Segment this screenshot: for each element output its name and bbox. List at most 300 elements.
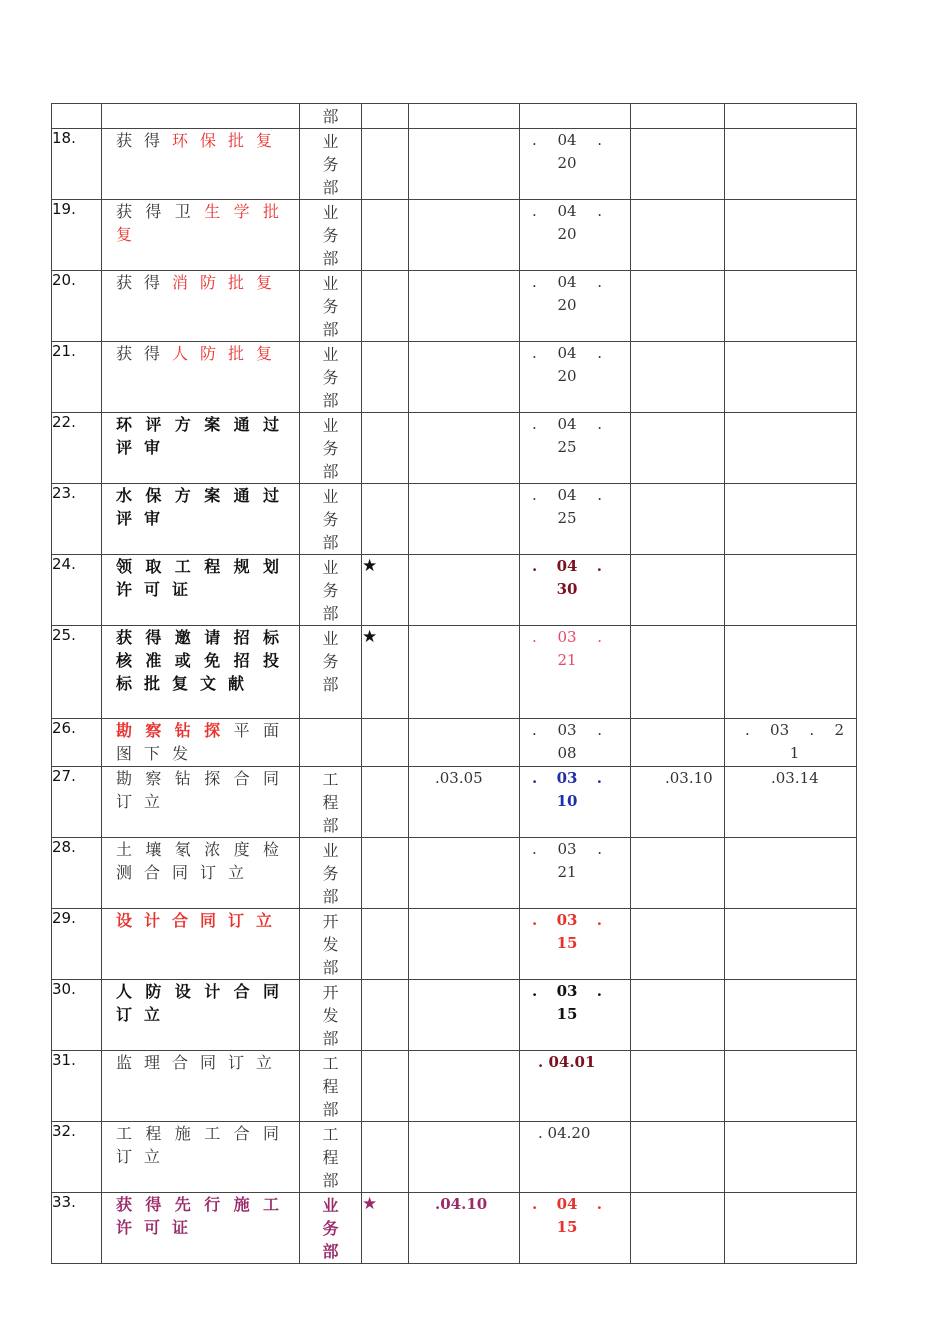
cell-num — [52, 342, 102, 413]
table-row — [52, 838, 857, 909]
cell-col6 — [631, 909, 725, 980]
task-segment: 土壤氡浓度检测合同订立 — [116, 840, 291, 882]
cell-num — [52, 909, 102, 980]
cell-num — [52, 271, 102, 342]
cell-task — [102, 484, 300, 555]
cell-col6 — [631, 767, 725, 838]
task-segment: 水保方案通过评审 — [116, 486, 291, 528]
cell-dept — [300, 909, 362, 980]
dept-text: 部 — [322, 107, 339, 126]
table-row — [52, 1051, 857, 1122]
target-date-line1 — [532, 980, 602, 1003]
cell-col7 — [725, 909, 857, 980]
cell-date — [520, 719, 631, 767]
table-row — [52, 1122, 857, 1193]
date-part: . — [596, 557, 602, 575]
cell-star — [362, 626, 409, 719]
row-number: 29. — [52, 909, 76, 927]
cell-col7 — [725, 484, 857, 555]
cell-dept — [300, 1193, 362, 1264]
date-part: . — [597, 486, 602, 504]
cell-start — [409, 838, 520, 909]
cell-date — [520, 1193, 631, 1264]
task-text — [102, 719, 299, 765]
cell-star — [362, 909, 409, 980]
table-row-continuation — [52, 104, 857, 129]
cell-star — [362, 129, 409, 200]
target-date-line2: 15 — [556, 1005, 578, 1023]
date-part: . — [596, 982, 602, 1000]
cell-task — [102, 909, 300, 980]
cell-start — [409, 1051, 520, 1122]
table-row — [52, 719, 857, 767]
cell-date — [520, 1122, 631, 1193]
date-part: . — [745, 721, 750, 739]
row-number: 23. — [52, 484, 76, 502]
target-date — [520, 271, 630, 317]
target-date — [520, 767, 630, 813]
cell-num — [52, 626, 102, 719]
date-part: 2 — [834, 721, 844, 739]
cell-col7 — [725, 719, 857, 767]
cell-task — [102, 555, 300, 626]
dept-text: 开发部 — [322, 983, 339, 1048]
date-part: 04 — [556, 557, 578, 575]
cell-star — [362, 342, 409, 413]
cell-dept — [300, 104, 362, 129]
dept-text: 工程部 — [322, 770, 339, 835]
table-row — [52, 555, 857, 626]
cell-task — [102, 129, 300, 200]
cell-star — [362, 1193, 409, 1264]
cell-star — [362, 555, 409, 626]
task-text — [102, 767, 299, 813]
target-date: . 04.20 — [538, 1124, 591, 1142]
cell-task — [102, 767, 300, 838]
dept-text: 业务部 — [322, 558, 339, 623]
task-segment: 批复 — [116, 202, 291, 244]
date-part: 03 — [770, 721, 790, 739]
col7-line2: 1 — [789, 744, 800, 762]
cell-num — [52, 1193, 102, 1264]
cell-start — [409, 484, 520, 555]
cell-dept — [300, 271, 362, 342]
task-segment: 获得 — [116, 273, 173, 292]
task-text — [102, 838, 299, 884]
task-segment: 勘察钻探 — [116, 721, 234, 740]
cell-col7 — [725, 1122, 857, 1193]
cell-star — [362, 271, 409, 342]
target-date: . 04.01 — [538, 1053, 596, 1071]
row-number: 32. — [52, 1122, 76, 1140]
date-part: . — [597, 273, 602, 291]
target-date — [520, 484, 630, 530]
date-part: . — [532, 486, 537, 504]
row-number: 21. — [52, 342, 76, 360]
col6-date: .03.10 — [665, 769, 713, 787]
cell-dept — [300, 626, 362, 719]
cell-col7 — [725, 555, 857, 626]
task-text — [102, 626, 299, 695]
date-part: 03 — [557, 721, 577, 739]
task-segment: 设计合同订立 — [116, 911, 285, 930]
task-segment: 获得 — [116, 131, 173, 150]
cell-star — [362, 1122, 409, 1193]
cell-task — [102, 626, 300, 719]
cell-date — [520, 555, 631, 626]
col7-date — [725, 719, 856, 765]
cell-dept — [300, 838, 362, 909]
cell-start — [409, 626, 520, 719]
cell-col7 — [725, 200, 857, 271]
table-row — [52, 980, 857, 1051]
dept-text: 业务部 — [322, 132, 339, 197]
target-date-line1 — [532, 555, 602, 578]
cell-dept — [300, 719, 362, 767]
cell-date — [520, 767, 631, 838]
cell-star — [362, 413, 409, 484]
cell-num — [52, 104, 102, 129]
dept-text — [322, 733, 340, 734]
date-part: . — [532, 628, 537, 646]
row-number: 30. — [52, 980, 76, 998]
date-part: . — [532, 415, 537, 433]
cell-col7 — [725, 1193, 857, 1264]
cell-dept — [300, 129, 362, 200]
task-text — [102, 271, 299, 294]
table-row — [52, 767, 857, 838]
date-part: 04 — [557, 202, 577, 220]
task-text — [102, 980, 299, 1026]
cell-task — [102, 342, 300, 413]
date-part: 04 — [557, 273, 577, 291]
task-segment: 领取工程规划许可证 — [116, 557, 291, 599]
cell-start — [409, 271, 520, 342]
table-row — [52, 484, 857, 555]
target-date — [520, 129, 630, 175]
date-part: . — [597, 344, 602, 362]
target-date-line1 — [532, 271, 602, 294]
cell-dept — [300, 980, 362, 1051]
table-row — [52, 271, 857, 342]
cell-col6 — [631, 413, 725, 484]
cell-start — [409, 909, 520, 980]
schedule-table-body — [52, 104, 857, 1264]
cell-task — [102, 104, 300, 129]
cell-start — [409, 1193, 520, 1264]
target-date-line1 — [532, 626, 602, 649]
row-number: 28. — [52, 838, 76, 856]
cell-dept — [300, 342, 362, 413]
dept-text: 开发部 — [322, 912, 339, 977]
cell-date — [520, 200, 631, 271]
task-text — [102, 1051, 299, 1074]
date-part: . — [532, 131, 537, 149]
cell-dept — [300, 484, 362, 555]
cell-num — [52, 129, 102, 200]
table-row — [52, 129, 857, 200]
date-part: 03 — [556, 911, 578, 929]
cell-col6 — [631, 555, 725, 626]
cell-date — [520, 271, 631, 342]
date-part: . — [597, 415, 602, 433]
row-number: 20. — [52, 271, 76, 289]
target-date-line1 — [532, 909, 602, 932]
task-segment: 获得先行施工许可证 — [116, 1195, 291, 1237]
date-part: 03 — [556, 769, 578, 787]
cell-num — [52, 1051, 102, 1122]
cell-star — [362, 719, 409, 767]
cell-num — [52, 980, 102, 1051]
cell-task — [102, 200, 300, 271]
cell-start — [409, 413, 520, 484]
task-segment: 消防批复 — [172, 273, 285, 292]
target-date-line2: 30 — [556, 580, 578, 598]
cell-col7 — [725, 104, 857, 129]
target-date-line2: 21 — [557, 651, 577, 669]
cell-date — [520, 626, 631, 719]
target-date-line1 — [532, 1193, 602, 1216]
cell-start — [409, 555, 520, 626]
row-number: 25. — [52, 626, 76, 644]
task-segment: 人防设计合同订立 — [116, 982, 291, 1024]
cell-col6 — [631, 1193, 725, 1264]
schedule-table — [51, 103, 857, 1264]
cell-task — [102, 719, 300, 767]
cell-star — [362, 484, 409, 555]
cell-dept — [300, 767, 362, 838]
task-segment: 工程施工合同订立 — [116, 1124, 291, 1166]
table-row — [52, 1193, 857, 1264]
star-icon: ★ — [362, 1194, 378, 1214]
date-part: . — [809, 721, 815, 739]
task-segment: 获得 — [116, 344, 173, 363]
cell-col6 — [631, 1051, 725, 1122]
cell-col7 — [725, 342, 857, 413]
cell-dept — [300, 200, 362, 271]
table-row — [52, 342, 857, 413]
target-date-line2: 15 — [556, 934, 578, 952]
date-part: . — [532, 982, 538, 1000]
cell-star — [362, 980, 409, 1051]
dept-text: 业务部 — [322, 629, 339, 694]
cell-dept — [300, 413, 362, 484]
date-part: . — [596, 911, 602, 929]
cell-num — [52, 838, 102, 909]
target-date — [520, 1193, 630, 1239]
cell-task — [102, 1051, 300, 1122]
target-date — [520, 555, 630, 601]
row-number: 26. — [52, 719, 76, 737]
cell-num — [52, 413, 102, 484]
cell-col7 — [725, 626, 857, 719]
row-number: 33. — [52, 1193, 76, 1211]
task-text — [102, 484, 299, 530]
cell-start — [409, 980, 520, 1051]
date-part: 03 — [556, 982, 578, 1000]
cell-col6 — [631, 838, 725, 909]
task-text — [102, 909, 299, 932]
cell-num — [52, 1122, 102, 1193]
cell-num — [52, 484, 102, 555]
target-date-line2: 20 — [557, 154, 577, 172]
date-part: . — [597, 131, 602, 149]
cell-num — [52, 200, 102, 271]
date-part: . — [532, 911, 538, 929]
cell-task — [102, 1193, 300, 1264]
cell-col7 — [725, 413, 857, 484]
date-part: . — [597, 628, 602, 646]
cell-col6 — [631, 129, 725, 200]
table-row — [52, 909, 857, 980]
start-date: .03.05 — [435, 769, 483, 787]
cell-date — [520, 838, 631, 909]
cell-start — [409, 1122, 520, 1193]
cell-task — [102, 271, 300, 342]
target-date — [520, 413, 630, 459]
date-part: . — [597, 840, 602, 858]
cell-date — [520, 342, 631, 413]
date-part: . — [597, 202, 602, 220]
star-icon: ★ — [362, 556, 378, 576]
cell-start — [409, 342, 520, 413]
target-date-line2: 10 — [556, 792, 578, 810]
date-part: 04 — [557, 415, 577, 433]
date-part: 04 — [556, 1195, 578, 1213]
target-date-line1 — [532, 413, 602, 436]
date-part: . — [532, 769, 538, 787]
task-text — [102, 555, 299, 601]
task-segment: 环保批复 — [172, 131, 285, 150]
date-part: . — [532, 273, 537, 291]
cell-col6 — [631, 484, 725, 555]
target-date-line2: 21 — [557, 863, 577, 881]
date-part: . — [532, 840, 537, 858]
cell-date — [520, 909, 631, 980]
cell-star — [362, 200, 409, 271]
star-icon: ★ — [362, 627, 378, 647]
date-part: . — [532, 344, 537, 362]
date-part: 04 — [557, 344, 577, 362]
cell-date — [520, 484, 631, 555]
cell-col7 — [725, 271, 857, 342]
cell-col6 — [631, 719, 725, 767]
target-date-line2: 25 — [557, 438, 577, 456]
date-part: . — [597, 721, 602, 739]
cell-num — [52, 719, 102, 767]
cell-col7 — [725, 129, 857, 200]
row-number: 31. — [52, 1051, 76, 1069]
cell-dept — [300, 1051, 362, 1122]
target-date-line1 — [532, 129, 602, 152]
date-part: 03 — [557, 840, 577, 858]
cell-task — [102, 980, 300, 1051]
task-text — [102, 413, 299, 459]
dept-text: 业务部 — [322, 345, 339, 410]
task-segment: 勘察钻探合同订立 — [116, 769, 291, 811]
row-number: 24. — [52, 555, 76, 573]
dept-text: 业务部 — [322, 841, 339, 906]
dept-text: 工程部 — [322, 1054, 339, 1119]
cell-start — [409, 767, 520, 838]
target-date — [520, 626, 630, 672]
dept-text: 业务部 — [322, 416, 339, 481]
cell-star — [362, 838, 409, 909]
cell-dept — [300, 555, 362, 626]
task-segment: 获得卫 — [116, 202, 205, 221]
row-number: 22. — [52, 413, 76, 431]
date-part: . — [532, 721, 537, 739]
cell-col7 — [725, 980, 857, 1051]
task-segment: 获得邀请招标核准或免招投标批复文献 — [116, 628, 291, 693]
task-segment: 环评方案通过评审 — [116, 415, 291, 457]
cell-start — [409, 200, 520, 271]
target-date — [520, 909, 630, 955]
task-text — [102, 342, 299, 365]
cell-col6 — [631, 104, 725, 129]
target-date-line1 — [532, 719, 602, 742]
cell-col7 — [725, 767, 857, 838]
cell-col6 — [631, 1122, 725, 1193]
date-part: . — [532, 202, 537, 220]
cell-date — [520, 129, 631, 200]
cell-col6 — [631, 342, 725, 413]
dept-text: 业务部 — [322, 1196, 339, 1261]
cell-task — [102, 413, 300, 484]
cell-col7 — [725, 838, 857, 909]
target-date-line1 — [532, 200, 602, 223]
target-date-line1 — [532, 484, 602, 507]
cell-col6 — [631, 980, 725, 1051]
target-date — [520, 980, 630, 1026]
task-text — [102, 200, 299, 246]
cell-num — [52, 767, 102, 838]
target-date-line2: 25 — [557, 509, 577, 527]
target-date — [520, 342, 630, 388]
task-segment: 人防批复 — [172, 344, 285, 363]
cell-star — [362, 1051, 409, 1122]
start-date: .04.10 — [435, 1195, 488, 1213]
cell-task — [102, 838, 300, 909]
cell-start — [409, 104, 520, 129]
date-part: . — [596, 1195, 602, 1213]
task-text — [102, 1122, 299, 1168]
row-number: 19. — [52, 200, 76, 218]
row-number: 27. — [52, 767, 76, 785]
date-part: . — [596, 769, 602, 787]
task-segment: 生学 — [204, 202, 263, 221]
target-date-line1 — [532, 342, 602, 365]
cell-star — [362, 104, 409, 129]
cell-dept — [300, 1122, 362, 1193]
cell-date — [520, 104, 631, 129]
target-date-line2: 15 — [556, 1218, 578, 1236]
cell-col6 — [631, 271, 725, 342]
task-text — [102, 1193, 299, 1239]
cell-num — [52, 555, 102, 626]
cell-start — [409, 129, 520, 200]
task-text — [102, 129, 299, 152]
table-row — [52, 200, 857, 271]
cell-col6 — [631, 200, 725, 271]
cell-col6 — [631, 626, 725, 719]
target-date-line2: 20 — [557, 367, 577, 385]
target-date-line1 — [532, 767, 602, 790]
task-segment: 平面图下发 — [116, 721, 291, 763]
dept-text: 业务部 — [322, 203, 339, 268]
cell-star — [362, 767, 409, 838]
cell-task — [102, 1122, 300, 1193]
